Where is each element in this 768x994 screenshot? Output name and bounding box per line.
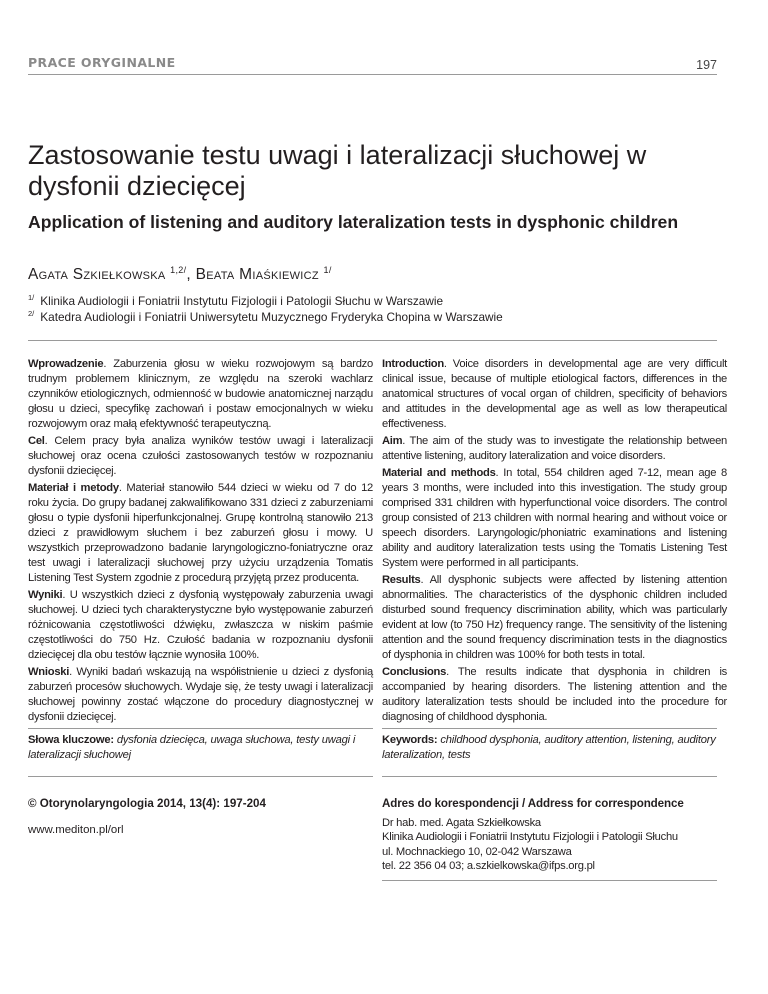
keywords-text: dysfonia dziecięca, uwaga słuchowa, testy uwagi i lateralizacji słuchowej <box>28 734 356 761</box>
abstract-paragraph <box>28 481 373 586</box>
keywords-label: Keywords: <box>382 734 438 746</box>
abstract-text: . Wyniki badań wskazują na współistnienie u dzieci z dysfonią zaburzeń procesów słuchowych. Wydaje się, że testy uwagi i lateralizacji słuchowej powinny zostać włączone do procedury diagnostycznej w dysfonii dziecięcej. <box>28 666 373 723</box>
abstract-paragraph <box>28 665 373 725</box>
abstract-polish <box>28 357 373 727</box>
correspondence-line: Dr hab. med. Agata Szkiełkowska <box>382 816 541 829</box>
author-name: Agata Szkiełkowska <box>28 266 166 283</box>
abstract-heading: Wyniki <box>28 589 63 601</box>
abstract-paragraph <box>382 573 727 663</box>
correspondence-block <box>382 797 727 874</box>
abstract-heading: Material and methods <box>382 467 496 479</box>
keywords-divider-right <box>382 728 717 729</box>
keywords-text: childhood dysphonia, auditory attention, listening, auditory lateralization, tests <box>382 734 716 761</box>
author-list <box>28 266 332 284</box>
article-title-polish: Zastosowanie testu uwagi i lateralizacji słuchowej w dysfonii dziecięcej <box>28 140 647 201</box>
journal-citation: © Otorynolaryngologia 2014, 13(4): 197-204 <box>28 797 266 810</box>
abstract-heading: Cel <box>28 435 45 447</box>
abstract-text: . The aim of the study was to investigate the relationship between attentive listening, auditory lateralization and voice disorders. <box>382 435 727 462</box>
abstract-paragraph <box>28 357 373 432</box>
abstract-heading: Aim <box>382 435 403 447</box>
abstract-english <box>382 357 727 727</box>
author-affiliation-marker: 1/ <box>323 264 332 275</box>
keywords-divider-left <box>28 728 373 729</box>
affiliation-item <box>28 309 503 325</box>
correspondence-heading: Adres do korespondencji / Address for correspondence <box>382 797 684 810</box>
author-separator: , <box>186 266 196 283</box>
abstract-text: . All dysphonic subjects were affected by listening attention abnormalities. The characteristics of the dysphonic children included disturbed sound frequency discrimination ability, which was particularly evident at low (to 750 Hz) frequency range. The sensitivity of the listening attention and the sound frequency discrimination tests in the diagnostics of dysphonia in children was 100% for both tests in total. <box>382 574 727 661</box>
footer-divider-left <box>28 776 373 777</box>
abstract-paragraph <box>28 588 373 663</box>
article-title-english: Application of listening and auditory lateralization tests in dysphonic children <box>28 212 679 232</box>
affiliation-list <box>28 293 503 326</box>
abstract-text: . Voice disorders in developmental age are very difficult clinical issue, because of multiple etiological factors, differences in the anatomical structures of vocal organ of children, specificity of behaviors and attitudes in the developmental age as well as low therapeutical effectiveness. <box>382 358 727 430</box>
keywords-polish <box>28 733 373 763</box>
abstract-heading: Results <box>382 574 421 586</box>
abstract-heading: Wnioski <box>28 666 70 678</box>
abstract-text: . U wszystkich dzieci z dysfonią występowały zaburzenia uwagi słuchowej. U dzieci tych charakterystyczne było występowanie zaburzeń różnicowania częstotliwości dźwięku, zwłaszcza w niskim paśmie częstotliwości do 750 Hz. Czułość badania w rozpoznaniu dysfonii dziecięcej dla obu testów łącznie wynosiła 100%. <box>28 589 373 661</box>
abstract-text: . Materiał stanowiło 544 dzieci w wieku od 7 do 12 roku życia. Do grupy badanej zakwalifikowano 331 dzieci z zaburzeniami głosu o typie dysfonii hiperfunkcjonalnej. Grupę kontrolną stanowiło 213 dzieci z prawidłowym słuchem i bez zaburzeń głosu i mowy. U wszystkich przeprowadzono badanie laryngologiczno-foniatryczne oraz test uwagi i lateralizacji słuchowej przy użyciu urządzenia Tomatis Listening Test System zgodnie z procedurą przyjętą przez producenta. <box>28 482 374 584</box>
abstract-text: . Zaburzenia głosu w wieku rozwojowym są bardzo trudnym problemem klinicznym, ze względu na szeroki wachlarz czynników etiologicznych, odmienność w budowie anatomicznej narządu głosu u dzieci, specyfikę zachowań i postaw emocjonalnych w wieku rozwojowym oraz małą efektywność terapeutyczną. <box>28 358 373 430</box>
abstract-paragraph <box>382 434 727 464</box>
footer-divider-right <box>382 776 717 777</box>
keywords-english <box>382 733 727 763</box>
abstract-paragraph <box>382 665 727 725</box>
author-name: Beata Miaśkiewicz <box>195 266 319 283</box>
correspondence-line: Klinika Audiologii i Foniatrii Instytutu Fizjologii i Patologii Słuchu <box>382 831 678 843</box>
page-number: 197 <box>696 58 717 72</box>
abstract-paragraph <box>382 357 727 432</box>
abstract-heading: Introduction <box>382 358 444 370</box>
section-label: PRACE ORYGINALNE <box>28 55 176 70</box>
abstract-divider <box>28 340 717 341</box>
header-divider <box>28 74 717 75</box>
abstract-text: . In total, 554 children aged 7-12, mean age 8 years 3 months, were included into this investigation. The study group comprised 331 children with hyperfunctional voice disorders. The control group consisted of 213 children with normal hearing and without voice or speech disorders. Laryngologic/phoniatric examinations and listening ability and auditory lateralization tests using the Tomatis Listening Test System were performed in all participants. <box>382 467 727 569</box>
abstract-heading: Wprowadzenie <box>28 358 104 370</box>
abstract-paragraph <box>382 466 727 571</box>
author-affiliation-marker: 1,2/ <box>170 264 187 275</box>
abstract-text: . Celem pracy była analiza wyników testów uwagi i lateralizacji słuchowej oraz ocena czułości zastosowanych testów w rozpoznaniu dysfonii dziecięcej. <box>28 435 373 477</box>
affiliation-text: Klinika Audiologii i Foniatrii Instytutu Fizjologii i Patologii Słuchu w Warszawie <box>40 294 444 308</box>
keywords-label: Słowa kluczowe: <box>28 734 114 746</box>
abstract-paragraph <box>28 434 373 479</box>
correspondence-line: tel. 22 356 04 03; a.szkielkowska@ifps.org.pl <box>382 860 595 872</box>
correspondence-line: ul. Mochnackiego 10, 02-042 Warszawa <box>382 845 572 858</box>
abstract-heading: Conclusions <box>382 666 447 678</box>
correspondence-bottom-divider <box>382 880 717 881</box>
abstract-heading: Materiał i metody <box>28 482 119 494</box>
affiliation-marker: 2/ <box>28 309 35 319</box>
journal-website-link[interactable]: www.mediton.pl/orl <box>28 824 124 836</box>
abstract-text: . The results indicate that dysphonia in children is accompanied by hearing disorders. The listening attention and the auditory lateralization tests should be included into the procedure for diagnosing of childhood dysphonia. <box>382 666 727 723</box>
affiliation-text: Katedra Audiologii i Foniatrii Uniwersytetu Muzycznego Fryderyka Chopina w Warszawie <box>40 310 503 325</box>
affiliation-item <box>28 293 503 309</box>
affiliation-marker: 1/ <box>28 293 35 303</box>
